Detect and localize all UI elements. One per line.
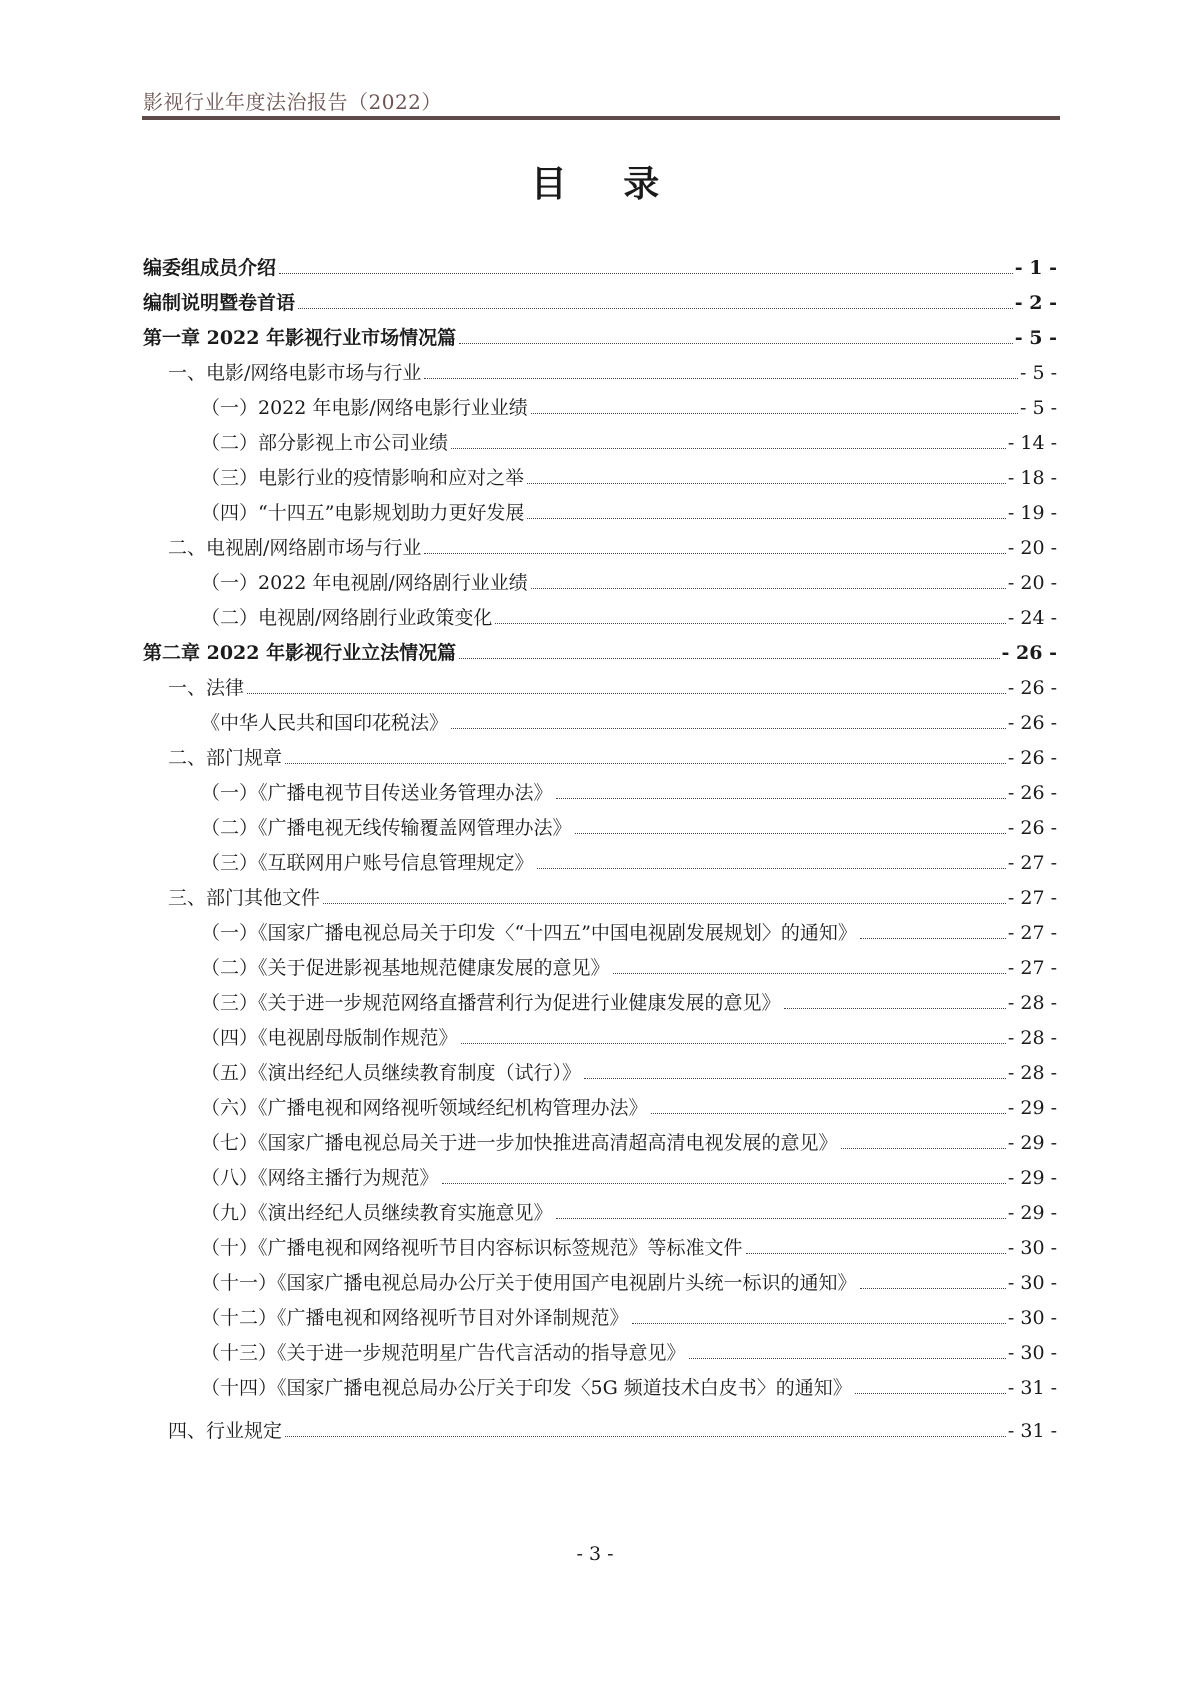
toc-dot-leader bbox=[613, 973, 1006, 974]
toc-entry-page: - 18 - bbox=[1007, 467, 1057, 489]
toc-dot-leader bbox=[531, 588, 1006, 589]
toc-entry-page: - 26 - bbox=[1007, 712, 1057, 734]
toc-entry-page: - 14 - bbox=[1007, 432, 1057, 454]
toc-entry-title: （三）《关于进一步规范网络直播营利行为促进行业健康发展的意见》 bbox=[201, 992, 781, 1014]
toc-entry-title: （四）“十四五”电影规划助力更好发展 bbox=[201, 502, 525, 524]
toc-dot-leader bbox=[459, 658, 999, 659]
toc-dot-leader bbox=[451, 728, 1006, 729]
running-header: 影视行业年度法治报告（2022） bbox=[143, 90, 442, 114]
toc-entry-title: （四）《电视剧母版制作规范》 bbox=[201, 1027, 458, 1049]
toc-dot-leader bbox=[632, 1323, 1006, 1324]
toc-dot-leader bbox=[459, 343, 1013, 344]
toc-entry-page: - 27 - bbox=[1007, 957, 1057, 979]
toc-entry-title: 四、行业规定 bbox=[168, 1420, 283, 1442]
toc-entry-title: （五）《演出经纪人员继续教育制度（试行）》 bbox=[201, 1062, 582, 1084]
toc-entry-title: 《中华人民共和国印花税法》 bbox=[201, 712, 449, 734]
page-number: - 3 - bbox=[576, 1543, 614, 1565]
toc-entry-page: - 29 - bbox=[1007, 1132, 1057, 1154]
toc-entry-page: - 24 - bbox=[1007, 607, 1057, 629]
toc-entry[interactable] bbox=[143, 1060, 1057, 1086]
toc-entry[interactable] bbox=[143, 780, 1057, 806]
toc-entry-page: - 29 - bbox=[1007, 1097, 1057, 1119]
toc-entry-title: 第二章 2022 年影视行业立法情况篇 bbox=[143, 642, 457, 664]
toc-entry[interactable] bbox=[143, 815, 1057, 841]
toc-dot-leader bbox=[424, 378, 1018, 379]
toc-dot-leader bbox=[451, 448, 1006, 449]
toc-entry[interactable] bbox=[143, 395, 1057, 421]
toc-dot-leader bbox=[860, 938, 1006, 939]
toc-entry-page: - 5 - bbox=[1014, 327, 1057, 349]
toc-entry-title: 一、法律 bbox=[168, 677, 245, 699]
toc-entry[interactable] bbox=[143, 1095, 1057, 1121]
toc-entry-title: （三）电影行业的疫情影响和应对之举 bbox=[201, 467, 525, 489]
toc-entry-title: （二）《关于促进影视基地规范健康发展的意见》 bbox=[201, 957, 610, 979]
toc-entry-page: - 27 - bbox=[1007, 852, 1057, 874]
toc-entry-title: （十一）《国家广播电视总局办公厅关于使用国产电视剧片头统一标识的通知》 bbox=[201, 1272, 857, 1294]
toc-dot-leader bbox=[584, 1078, 1006, 1079]
toc-entry[interactable] bbox=[143, 990, 1057, 1016]
toc-entry-page: - 19 - bbox=[1007, 502, 1057, 524]
toc-entry[interactable] bbox=[143, 640, 1057, 666]
toc-entry-title: 三、部门其他文件 bbox=[168, 887, 321, 909]
toc-entry-title: （三）《互联网用户账号信息管理规定》 bbox=[201, 852, 534, 874]
toc-entry[interactable] bbox=[143, 885, 1057, 911]
toc-dot-leader bbox=[285, 1436, 1006, 1437]
toc-entry[interactable] bbox=[143, 920, 1057, 946]
toc-entry-page: - 29 - bbox=[1007, 1167, 1057, 1189]
header-divider bbox=[142, 116, 1060, 120]
toc-dot-leader bbox=[556, 798, 1006, 799]
toc-dot-leader bbox=[461, 1043, 1006, 1044]
toc-entry-page: - 28 - bbox=[1007, 1062, 1057, 1084]
toc-entry-title: 编委组成员介绍 bbox=[143, 257, 277, 279]
toc-entry[interactable] bbox=[143, 290, 1057, 316]
toc-entry-title: 编制说明暨卷首语 bbox=[143, 292, 296, 314]
toc-dot-leader bbox=[323, 903, 1006, 904]
toc-entry[interactable] bbox=[143, 1165, 1057, 1191]
toc-entry-title: （一）《广播电视节目传送业务管理办法》 bbox=[201, 782, 553, 804]
toc-dot-leader bbox=[651, 1113, 1006, 1114]
toc-entry-title: 二、电视剧/网络剧市场与行业 bbox=[168, 537, 422, 559]
toc-entry-page: - 20 - bbox=[1007, 537, 1057, 559]
toc-entry[interactable] bbox=[143, 570, 1057, 596]
toc-entry-page: - 28 - bbox=[1007, 1027, 1057, 1049]
toc-dot-leader bbox=[860, 1288, 1006, 1289]
toc-entry[interactable] bbox=[143, 465, 1057, 491]
toc-entry[interactable] bbox=[143, 1025, 1057, 1051]
toc-entry-title: 二、部门规章 bbox=[168, 747, 283, 769]
toc-dot-leader bbox=[841, 1148, 1006, 1149]
toc-entry[interactable] bbox=[143, 710, 1057, 736]
toc-entry[interactable] bbox=[143, 1305, 1057, 1331]
toc-entry[interactable] bbox=[143, 850, 1057, 876]
toc-dot-leader bbox=[784, 1008, 1006, 1009]
toc-entry-page: - 26 - bbox=[1007, 747, 1057, 769]
toc-entry-title: （八）《网络主播行为规范》 bbox=[201, 1167, 439, 1189]
toc-entry[interactable] bbox=[143, 430, 1057, 456]
toc-dot-leader bbox=[285, 763, 1006, 764]
toc-entry-title: （十二）《广播电视和网络视听节目对外译制规范》 bbox=[201, 1307, 629, 1329]
toc-entry-title: （一）2022 年电视剧/网络剧行业业绩 bbox=[201, 572, 528, 594]
toc-entry-page: - 26 - bbox=[1001, 642, 1057, 664]
toc-entry-page: - 1 - bbox=[1014, 257, 1057, 279]
toc-entry[interactable] bbox=[143, 1375, 1057, 1401]
toc-entry-title: （二）部分影视上市公司业绩 bbox=[201, 432, 449, 454]
toc-entry-title: （一）《国家广播电视总局关于印发〈“十四五”中国电视剧发展规划〉的通知》 bbox=[201, 922, 857, 944]
toc-entry-page: - 31 - bbox=[1007, 1420, 1057, 1442]
toc-entry-title: （一）2022 年电影/网络电影行业业绩 bbox=[201, 397, 528, 419]
toc-dot-leader bbox=[495, 623, 1005, 624]
toc-entry-page: - 26 - bbox=[1007, 782, 1057, 804]
toc-entry[interactable] bbox=[143, 325, 1057, 351]
toc-entry[interactable] bbox=[143, 1270, 1057, 1296]
toc-entry-title: 第一章 2022 年影视行业市场情况篇 bbox=[143, 327, 457, 349]
toc-entry-page: - 30 - bbox=[1007, 1272, 1057, 1294]
toc-entry-page: - 31 - bbox=[1007, 1377, 1057, 1399]
toc-entry-title: （十四）《国家广播电视总局办公厅关于印发〈5G 频道技术白皮书〉的通知》 bbox=[201, 1377, 852, 1399]
toc-entry-page: - 26 - bbox=[1007, 817, 1057, 839]
toc-dot-leader bbox=[855, 1393, 1006, 1394]
toc-dot-leader bbox=[298, 308, 1013, 309]
toc-entry-title: （二）《广播电视无线传输覆盖网管理办法》 bbox=[201, 817, 572, 839]
toc-dot-leader bbox=[527, 483, 1006, 484]
toc-entry-page: - 30 - bbox=[1007, 1342, 1057, 1364]
toc-dot-leader bbox=[424, 553, 1005, 554]
toc-dot-leader bbox=[575, 833, 1006, 834]
toc-dot-leader bbox=[689, 1358, 1006, 1359]
toc-entry-page: - 29 - bbox=[1007, 1202, 1057, 1224]
toc-dot-leader bbox=[556, 1218, 1006, 1219]
toc-entry-page: - 5 - bbox=[1019, 397, 1057, 419]
toc-entry[interactable] bbox=[143, 605, 1057, 631]
toc-entry[interactable] bbox=[143, 535, 1057, 561]
toc-entry[interactable] bbox=[143, 955, 1057, 981]
toc-entry[interactable] bbox=[143, 1235, 1057, 1261]
toc-entry-title: （九）《演出经纪人员继续教育实施意见》 bbox=[201, 1202, 553, 1224]
toc-entry[interactable] bbox=[143, 500, 1057, 526]
toc-entry-title: （二）电视剧/网络剧行业政策变化 bbox=[201, 607, 493, 629]
toc-entry-page: - 26 - bbox=[1007, 677, 1057, 699]
page-title: 目 录 bbox=[530, 163, 682, 205]
toc-entry[interactable] bbox=[143, 745, 1057, 771]
toc-entry-page: - 30 - bbox=[1007, 1307, 1057, 1329]
toc-entry-page: - 28 - bbox=[1007, 992, 1057, 1014]
toc-dot-leader bbox=[537, 868, 1006, 869]
toc-entry-page: - 2 - bbox=[1014, 292, 1057, 314]
toc-entry[interactable] bbox=[143, 255, 1057, 281]
toc-dot-leader bbox=[527, 518, 1005, 519]
toc-entry[interactable] bbox=[143, 360, 1057, 386]
toc-entry-title: （十）《广播电视和网络视听节目内容标识标签规范》等标准文件 bbox=[201, 1237, 743, 1259]
toc-entry-page: - 27 - bbox=[1007, 887, 1057, 909]
toc-entry-page: - 30 - bbox=[1007, 1237, 1057, 1259]
toc-entry-page: - 5 - bbox=[1019, 362, 1057, 384]
toc-entry[interactable] bbox=[143, 1200, 1057, 1226]
toc-entry-title: （七）《国家广播电视总局关于进一步加快推进高清超高清电视发展的意见》 bbox=[201, 1132, 838, 1154]
toc-dot-leader bbox=[247, 693, 1006, 694]
toc-entry-title: 一、电影/网络电影市场与行业 bbox=[168, 362, 422, 384]
toc-entry[interactable] bbox=[143, 1130, 1057, 1156]
toc-entry-page: - 20 - bbox=[1007, 572, 1057, 594]
toc-dot-leader bbox=[746, 1253, 1006, 1254]
toc-entry[interactable] bbox=[143, 675, 1057, 701]
toc-entry-page: - 27 - bbox=[1007, 922, 1057, 944]
toc-entry-title: （十三）《关于进一步规范明星广告代言活动的指导意见》 bbox=[201, 1342, 686, 1364]
toc-dot-leader bbox=[531, 413, 1018, 414]
toc-entry[interactable] bbox=[143, 1418, 1057, 1444]
toc-dot-leader bbox=[279, 273, 1013, 274]
toc-entry[interactable] bbox=[143, 1340, 1057, 1366]
toc-entry-title: （六）《广播电视和网络视听领域经纪机构管理办法》 bbox=[201, 1097, 648, 1119]
toc-dot-leader bbox=[442, 1183, 1006, 1184]
